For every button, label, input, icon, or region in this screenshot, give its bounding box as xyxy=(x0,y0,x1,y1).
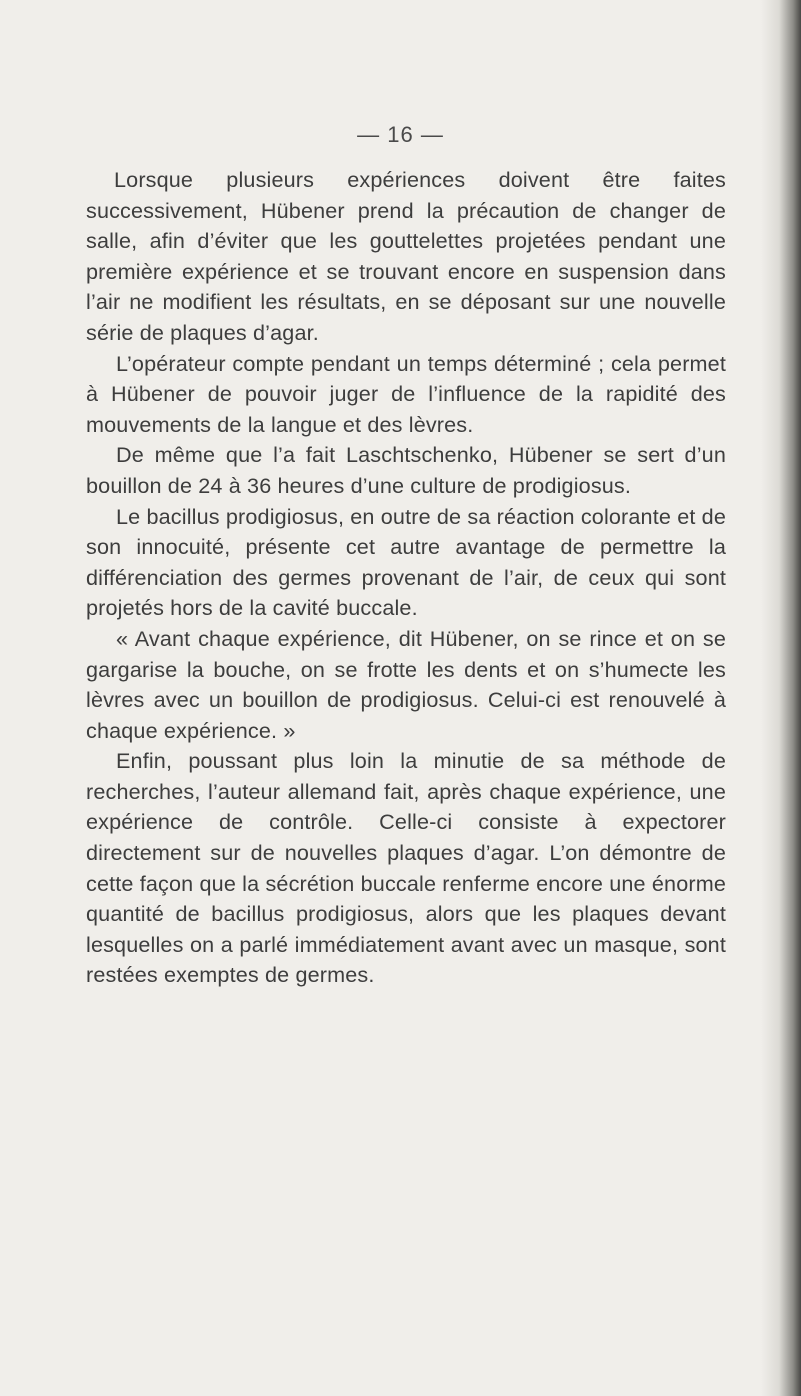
paragraph-3: De même que l’a fait Laschtschenko, Hübener se sert d’un bouillon de 24 à 36 heures d’une culture de prodigiosus. xyxy=(86,442,726,498)
paragraph-5: « Avant chaque expérience, dit Hübener, on se rince et on se gargarise la bouche, on se frotte les dents et on s’humecte les lèvres avec un bouillon de prodigiosus. Celui-ci est renouvelé à chaque expérience. » xyxy=(86,625,726,743)
body-text xyxy=(86,165,726,991)
paragraph-6: Enfin, poussant plus loin la minutie de sa méthode de recherches, l’auteur allemand fait, après chaque expérience, une expérience de contrôle. Celle-ci consiste à expectorer directement sur de nouvelles plaques d’agar. L’on démontre de cette façon que la sécrétion buccale renferme encore une énorme quantité de bacillus prodigiosus, alors que les plaques devant lesquelles on a parlé immédiatement avant avec un masque, sont restées exemptes de germes. xyxy=(86,748,726,988)
paragraph-1: Lorsque plusieurs expériences doivent être faites successivement, Hübener prend la précaution de changer de salle, afin d’éviter que les gouttelettes projetées pendant une première expérience et se trouvant encore en suspension dans l’air ne modifient les résultats, en se déposant sur une nouvelle série de plaques d’agar. xyxy=(86,167,726,345)
paragraph-4: Le bacillus prodigiosus, en outre de sa réaction colorante et de son innocuité, présente cet autre avantage de permettre la différenciation des germes provenant de l’air, de ceux qui sont projetés hors de la cavité buccale. xyxy=(86,503,726,621)
page-number: — 16 — xyxy=(357,122,444,147)
page-edge-shadow xyxy=(761,0,801,1396)
paragraph-2: L’opérateur compte pendant un temps déterminé ; cela permet à Hübener de pouvoir juger de l’influence de la rapidité des mouvements de la langue et des lèvres. xyxy=(86,350,726,437)
